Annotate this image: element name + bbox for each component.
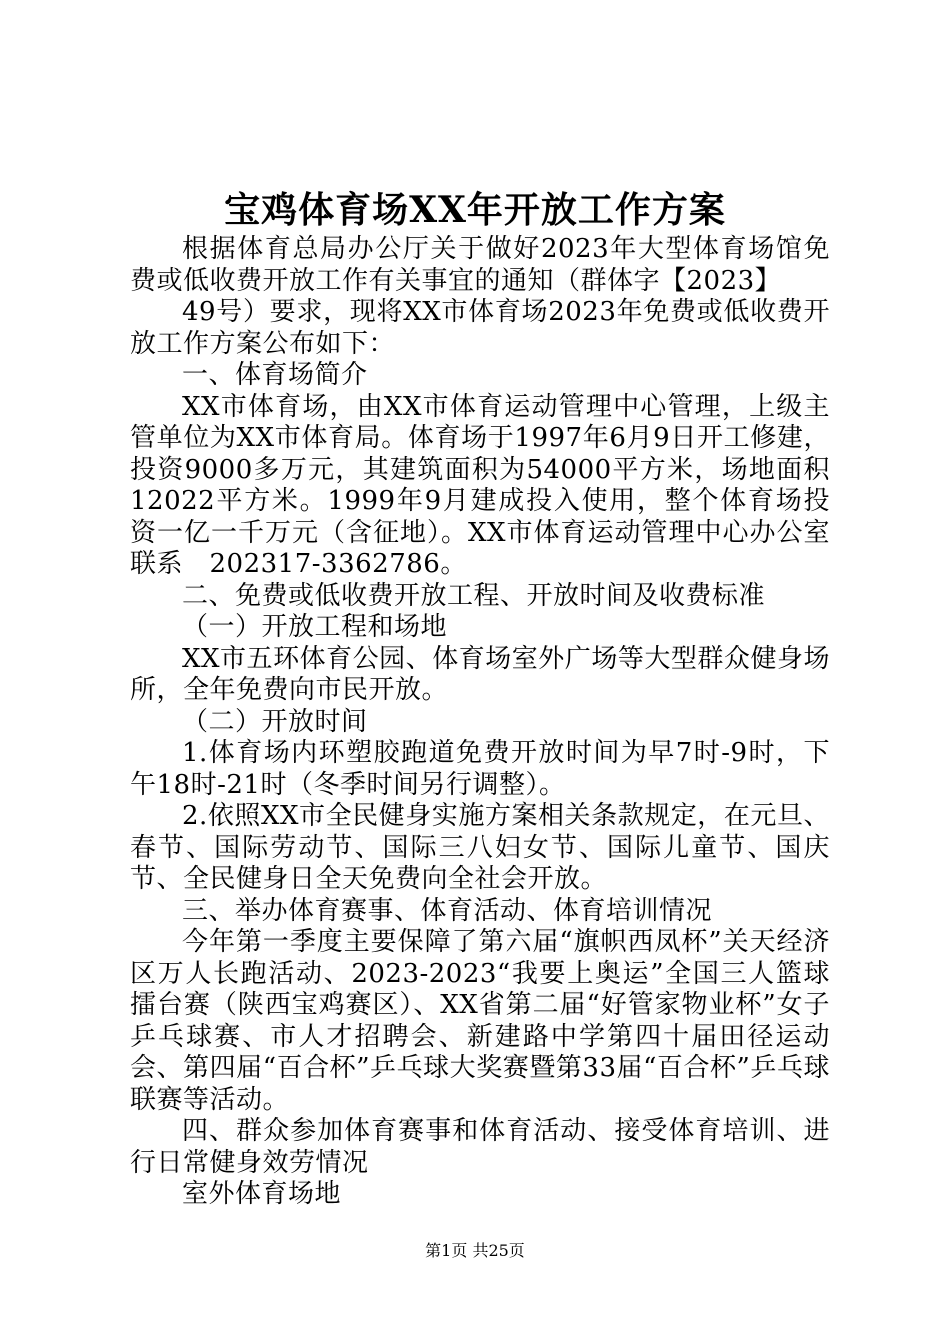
paragraph-intro-continued: 49号）要求，现将XX市体育场2023年免费或低收费开放工作方案公布如下： xyxy=(130,297,830,359)
section-heading-3: 三、举办体育赛事、体育活动、体育培训情况 xyxy=(182,895,713,926)
page-footer: 第1页 共25页 xyxy=(425,1241,525,1260)
paragraph-venues: XX市五环体育公园、体育场室外广场等大型群众健身场所，全年免费向市民开放。 xyxy=(130,643,830,705)
document-body xyxy=(130,234,830,1211)
paragraph-hours-2: 2.依照XX市全民健身实施方案相关条款规定，在元旦、春节、国际劳动节、国际三八妇女节、国际儿童节、国庆节、全民健身日全天免费向全社会开放。 xyxy=(130,801,830,894)
section-heading-1: 一、体育场简介 xyxy=(182,360,368,390)
section-heading-4: 四、群众参加体育赛事和体育活动、接受体育培训、进行日常健身效劳情况 xyxy=(130,1116,830,1178)
subsection-heading-1: （一）开放工程和场地 xyxy=(182,612,448,642)
section-heading-2: 二、免费或低收费开放工程、开放时间及收费标准 xyxy=(182,580,766,611)
paragraph-outdoor: 室外体育场地 xyxy=(182,1179,342,1209)
document-title: 宝鸡体育场XX年开放工作方案 xyxy=(224,189,726,231)
paragraph-hours-1: 1.体育场内环塑胶跑道免费开放时间为早7时-9时，下午18时-21时（冬季时间另行调整）。 xyxy=(130,738,830,800)
paragraph-stadium-intro: XX市体育场，由XX市体育运动管理中心管理，上级主管单位为XX市体育局。体育场于1997年6月9日开工修建，投资9000多万元，其建筑面积为54000平方米，场地面积12022平方米。1999年9月建成投入使用，整个体育场投资一亿一千万元（含征地）。XX市体育运动管理中心办公室联系 202317-3362786。 xyxy=(130,391,830,579)
subsection-heading-2: （二）开放时间 xyxy=(182,706,368,737)
paragraph-events: 今年第一季度主要保障了第六届“旗帜西凤杯”关天经济区万人长跑活动、2023-2023“我要上奥运”全国三人篮球擂台赛（陕西宝鸡赛区）、XX省第二届“好管家物业杯”女子乒乓球赛、市人才招聘会、新建路中学第四十届田径运动会、第四届“百合杯”乒乓球大奖赛暨第33届“百合杯”乒乓球联赛等活动。 xyxy=(130,927,830,1115)
paragraph-intro: 根据体育总局办公厅关于做好2023年大型体育场馆免费或低收费开放工作有关事宜的通知（群体字【2023】 xyxy=(130,234,830,296)
